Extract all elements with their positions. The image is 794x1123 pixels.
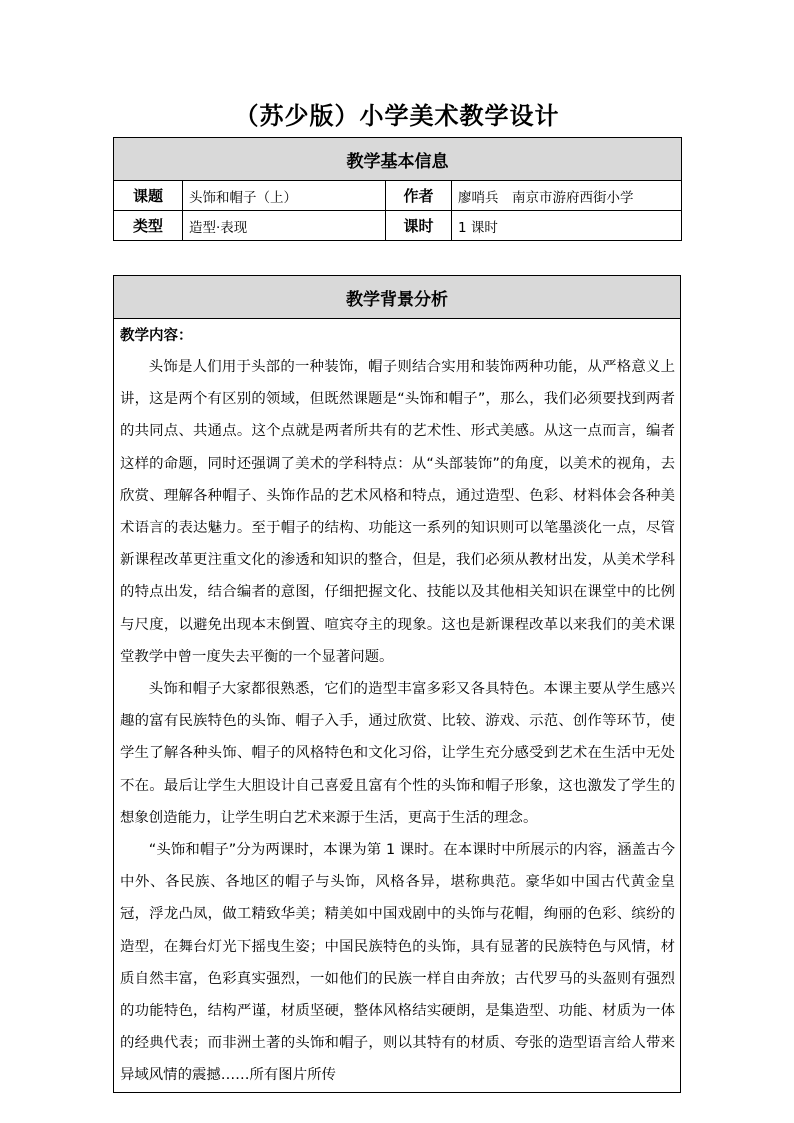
topic-value: 头饰和帽子（上） — [183, 181, 386, 211]
teaching-background-table — [113, 275, 681, 1093]
author-value: 廖哨兵 南京市游府西街小学 — [452, 181, 682, 211]
background-analysis-header: 教学背景分析 — [114, 276, 681, 319]
basic-info-header: 教学基本信息 — [114, 138, 682, 181]
content-paragraph-2: 头饰和帽子大家都很熟悉，它们的造型丰富多彩又各具特色。本课主要从学生感兴趣的富有民族特色的头饰、帽子入手，通过欣赏、比较、游戏、示范、创作等环节，使学生了解各种头饰、帽子的风格特色和文化习俗，让学生充分感受到艺术在生活中无处不在。最后让学生大胆设计自己喜爱且富有个性的头饰和帽子形象，这也激发了学生的想象创造能力，让学生明白艺术来源于生活，更高于生活的理念。 — [120, 681, 675, 826]
content-paragraph-1: 头饰是人们用于头部的一种装饰，帽子则结合实用和装饰两种功能，从严格意义上讲，这是两个有区别的领域，但既然课题是“头饰和帽子”，那么，我们必须要找到两者的共同点、共通点。这个点就是两者所共有的艺术性、形式美感。从这一点而言，编者这样的命题，同时还强调了美术的学科特点：从“头部装饰”的角度，以美术的视角，去欣赏、理解各种帽子、头饰作品的艺术风格和特点，通过造型、色彩、材料体会各种美术语言的表达魅力。至于帽子的结构、功能这一系列的知识则可以笔墨淡化一点，尽管新课程改革更注重文化的渗透和知识的整合，但是，我们必须从教材出发，从美术学科的特点出发，结合编者的意图，仔细把握文化、技能以及其他相关知识在课堂中的比例与尺度，以避免出现本末倒置、喧宾夺主的现象。这也是新课程改革以来我们的美术课堂教学中曾一度失去平衡的一个显著问题。 — [120, 359, 675, 665]
content-paragraph-3: “头饰和帽子”分为两课时，本课为第 1 课时。在本课时中所展示的内容，涵盖古今中外、各民族、各地区的帽子与头饰，风格各异，堪称典范。豪华如中国古代黄金皇冠，浮龙凸凤，做工精致华美；精美如中国戏剧中的头饰与花帽，绚丽的色彩、缤纷的造型，在舞台灯光下摇曳生姿；中国民族特色的头饰，具有显著的民族特色与风情，材质自然丰富，色彩真实强烈，一如他们的民族一样自由奔放；古代罗马的头盔则有强烈的功能特色，结构严谨，材质坚硬，整体风格结实硬朗，是集造型、功能、材质为一体的经典代表；而非洲土著的头饰和帽子，则以其特有的材质、夸张的造型语言给人带来异域风情的震撼……所有图片所传 — [120, 842, 675, 1084]
class-hours-value: 1 课时 — [452, 211, 682, 241]
background-content-cell — [114, 319, 681, 1093]
basic-info-table — [113, 137, 682, 241]
document-title: （苏少版）小学美术教学设计 — [234, 102, 560, 130]
teaching-content-label: 教学内容： — [120, 328, 193, 344]
topic-label: 课题 — [114, 181, 183, 211]
author-label: 作者 — [386, 181, 452, 211]
type-label: 类型 — [114, 211, 183, 241]
type-value: 造型·表现 — [183, 211, 386, 241]
class-hours-label: 课时 — [386, 211, 452, 241]
